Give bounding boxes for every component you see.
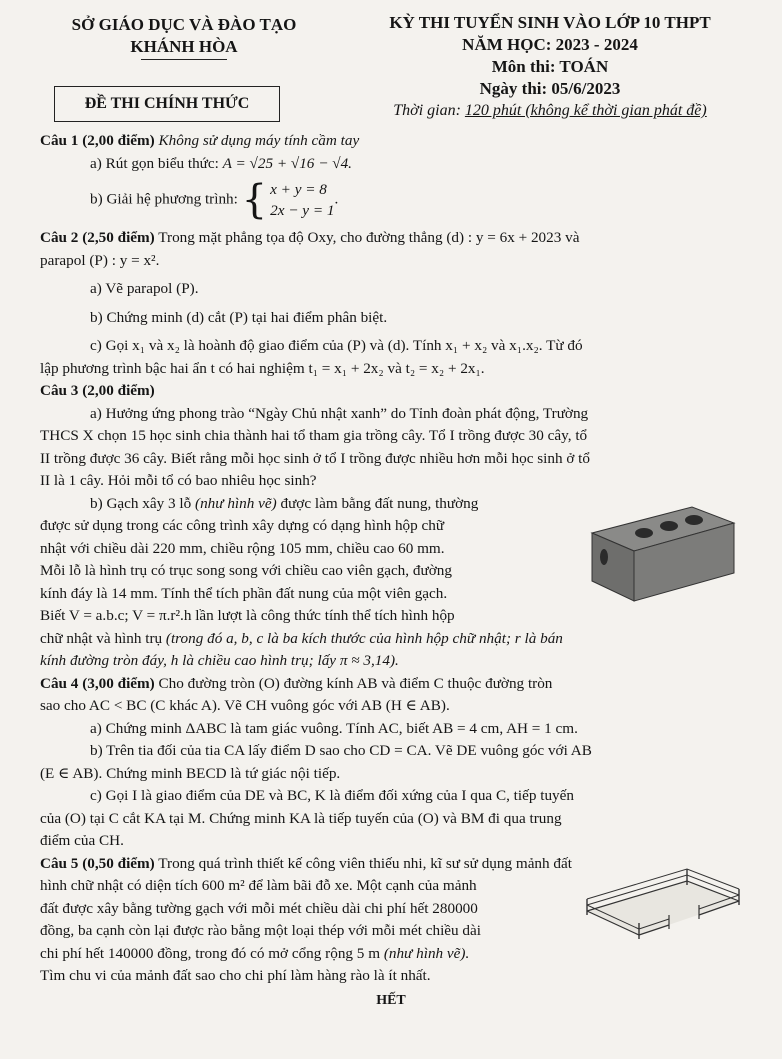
q4-b2: (E ∈ AB). Chứng minh BECD là tứ giác nội tiếp. xyxy=(40,764,341,782)
school-year: NĂM HỌC: 2023 - 2024 xyxy=(462,35,638,54)
q3-b2: được sử dụng trong các công trình xây dựng có dạng hình hộp chữ xyxy=(40,517,445,534)
q5-l4: đồng, ba cạnh còn lại được rào bằng một loại thép với mỗi mét chiều dài xyxy=(40,922,481,939)
q3-b6: Biết V = a.b.c; V = π.r².h lần lượt là công thức tính thể tích hình hộp xyxy=(40,607,455,624)
q3-a2: THCS X chọn 15 học sinh chia thành hai tổ tham gia trồng cây. Tổ I trồng được 30 cây, tổ xyxy=(40,427,588,444)
brick-hole xyxy=(660,521,678,531)
header-underline xyxy=(141,59,227,60)
exam-duration: Thời gian: 120 phút (không kể thời gian phát đề) xyxy=(393,102,707,119)
end-marker: HẾT xyxy=(376,992,406,1008)
q3-a1: a) Hưởng ứng phong trào “Ngày Chủ nhật xanh” do Tỉnh đoàn phát động, Trường xyxy=(90,404,589,422)
q2-a: a) Vẽ parapol (P). xyxy=(90,280,199,297)
equation-1: x + y = 8 xyxy=(270,181,327,198)
q1-heading: Câu 1 (2,00 điểm) Không sử dụng máy tính cầm tay xyxy=(40,132,360,149)
q5-heading: Câu 5 (0,50 điểm) Trong quá trình thiết kế công viên thiếu nhi, kĩ sư sử dụng mảnh đất xyxy=(40,854,572,872)
exam-date: Ngày thi: 05/6/2023 xyxy=(479,79,621,98)
brick-hole xyxy=(635,528,653,538)
q3-b1: b) Gạch xây 3 lỗ (như hình vẽ) được làm bằng đất nung, thường xyxy=(90,494,479,512)
duration-value: 120 phút (không kể thời gian phát đề) xyxy=(464,102,707,119)
q3-part-b xyxy=(40,493,742,673)
exam-body xyxy=(40,130,742,1008)
q4-b1: b) Trên tia đối của tia CA lấy điểm D sao cho CD = CA. Vẽ DE vuông góc với AB xyxy=(90,742,592,759)
official-exam-label: ĐỀ THI CHÍNH THỨC xyxy=(84,95,250,112)
q4-a: a) Chứng minh ΔABC là tam giác vuông. Tính AC, biết AB = 4 cm, AH = 1 cm. xyxy=(90,719,578,737)
header-left xyxy=(54,14,314,60)
exam-title: KỲ THI TUYỂN SINH VÀO LỚP 10 THPT xyxy=(389,13,711,32)
q3-a4: II là 1 cây. Hỏi mỗi tổ có bao nhiêu học sinh? xyxy=(40,472,317,489)
brick-hole-side xyxy=(600,549,608,565)
q4-c2: của (O) tại C cắt KA tại M. Chứng minh KA là tiếp tuyến của (O) và BM đi qua trung xyxy=(40,809,562,827)
q1-a: a) Rút gọn biểu thức: A = √25 + √16 − √4. xyxy=(90,154,352,172)
q2-b: b) Chứng minh (d) cắt (P) tại hai điểm phân biệt. xyxy=(90,308,388,326)
q4-c3: điểm của CH. xyxy=(40,832,124,849)
q4-intro2: sao cho AC < BC (C khác A). Vẽ CH vuông góc với AB (H ∈ AB). xyxy=(40,697,450,714)
q2-heading: Câu 2 (2,50 điểm) Trong mặt phẳng tọa độ Oxy, cho đường thẳng (d) : y = 6x + 2023 và xyxy=(40,229,580,246)
q2-intro2: parapol (P) : y = x². xyxy=(40,251,160,269)
q5-l2: hình chữ nhật có diện tích 600 m² để làm bãi đỗ xe. Một cạnh của mảnh xyxy=(40,877,477,894)
province-name: KHÁNH HÒA xyxy=(130,37,238,56)
subject: Môn thi: TOÁN xyxy=(491,57,609,76)
q5-l5: chi phí hết 140000 đồng, trong đó có mở cổng rộng 5 m (như hình vẽ). xyxy=(40,944,470,962)
q5-section xyxy=(40,853,742,988)
q1-a-expression: A = √25 + √16 − √4. xyxy=(222,154,352,172)
q2-c2: lập phương trình bậc hai ẩn t có hai nghiệm t₁ = x₁ + 2x₂ và t₂ = x₂ + 2x₁. xyxy=(40,359,485,377)
q3-b7: chữ nhật và hình trụ (trong đó a, b, c là ba kích thước của hình hộp chữ nhật; r là bán xyxy=(40,629,563,647)
q2-c1: c) Gọi x₁ và x₂ là hoành độ giao điểm của (P) và (d). Tính x₁ + x₂ và x₁.x₂. Từ đó xyxy=(90,337,583,354)
header xyxy=(40,10,742,130)
q3-a3: II trồng được 36 cây. Biết rằng mỗi học sinh ở tổ I trồng được nhiều hơn mỗi học sinh ở tổ xyxy=(40,449,590,467)
q1-b: b) Giải hệ phương trình: { x + y = 8 2x − y = 1 . xyxy=(90,177,339,223)
q3-b8: kính đường tròn đáy, h là chiều cao hình trụ; lấy π ≈ 3,14). xyxy=(40,652,399,669)
equation-system: { x + y = 8 2x − y = 1 xyxy=(241,177,335,223)
official-exam-box xyxy=(54,86,280,122)
q4-c1: c) Gọi I là giao điểm của DE và BC, K là điểm đối xứng của I qua C, tiếp tuyến xyxy=(90,787,574,804)
equation-2: 2x − y = 1 xyxy=(270,202,335,219)
q5-l6: Tìm chu vi của mảnh đất sao cho chi phí làm hàng rào là ít nhất. xyxy=(40,967,431,984)
q3-b5: kính đáy là 14 mm. Tính thể tích phần đất nung của một viên gạch. xyxy=(40,584,448,602)
q3-b3: nhật với chiều dài 220 mm, chiều rộng 105 mm, chiều cao 60 mm. xyxy=(40,539,445,557)
q3-heading: Câu 3 (2,00 điểm) xyxy=(40,382,155,399)
department-name: SỞ GIÁO DỤC VÀ ĐÀO TẠO xyxy=(71,15,297,34)
brick-illustration xyxy=(582,493,742,611)
q4-heading: Câu 4 (3,00 điểm) Cho đường tròn (O) đường kính AB và điểm C thuộc đường tròn xyxy=(40,674,553,692)
fence-illustration xyxy=(579,859,744,959)
q5-l3: đất được xây bằng tường gạch với mỗi mét chiều dài chi phí hết 280000 xyxy=(40,899,478,917)
header-right xyxy=(340,12,760,122)
q3-b4: Mỗi lỗ là hình trụ có trục song song với chiều cao viên gạch, đường xyxy=(40,562,452,579)
brick-hole xyxy=(685,515,703,525)
